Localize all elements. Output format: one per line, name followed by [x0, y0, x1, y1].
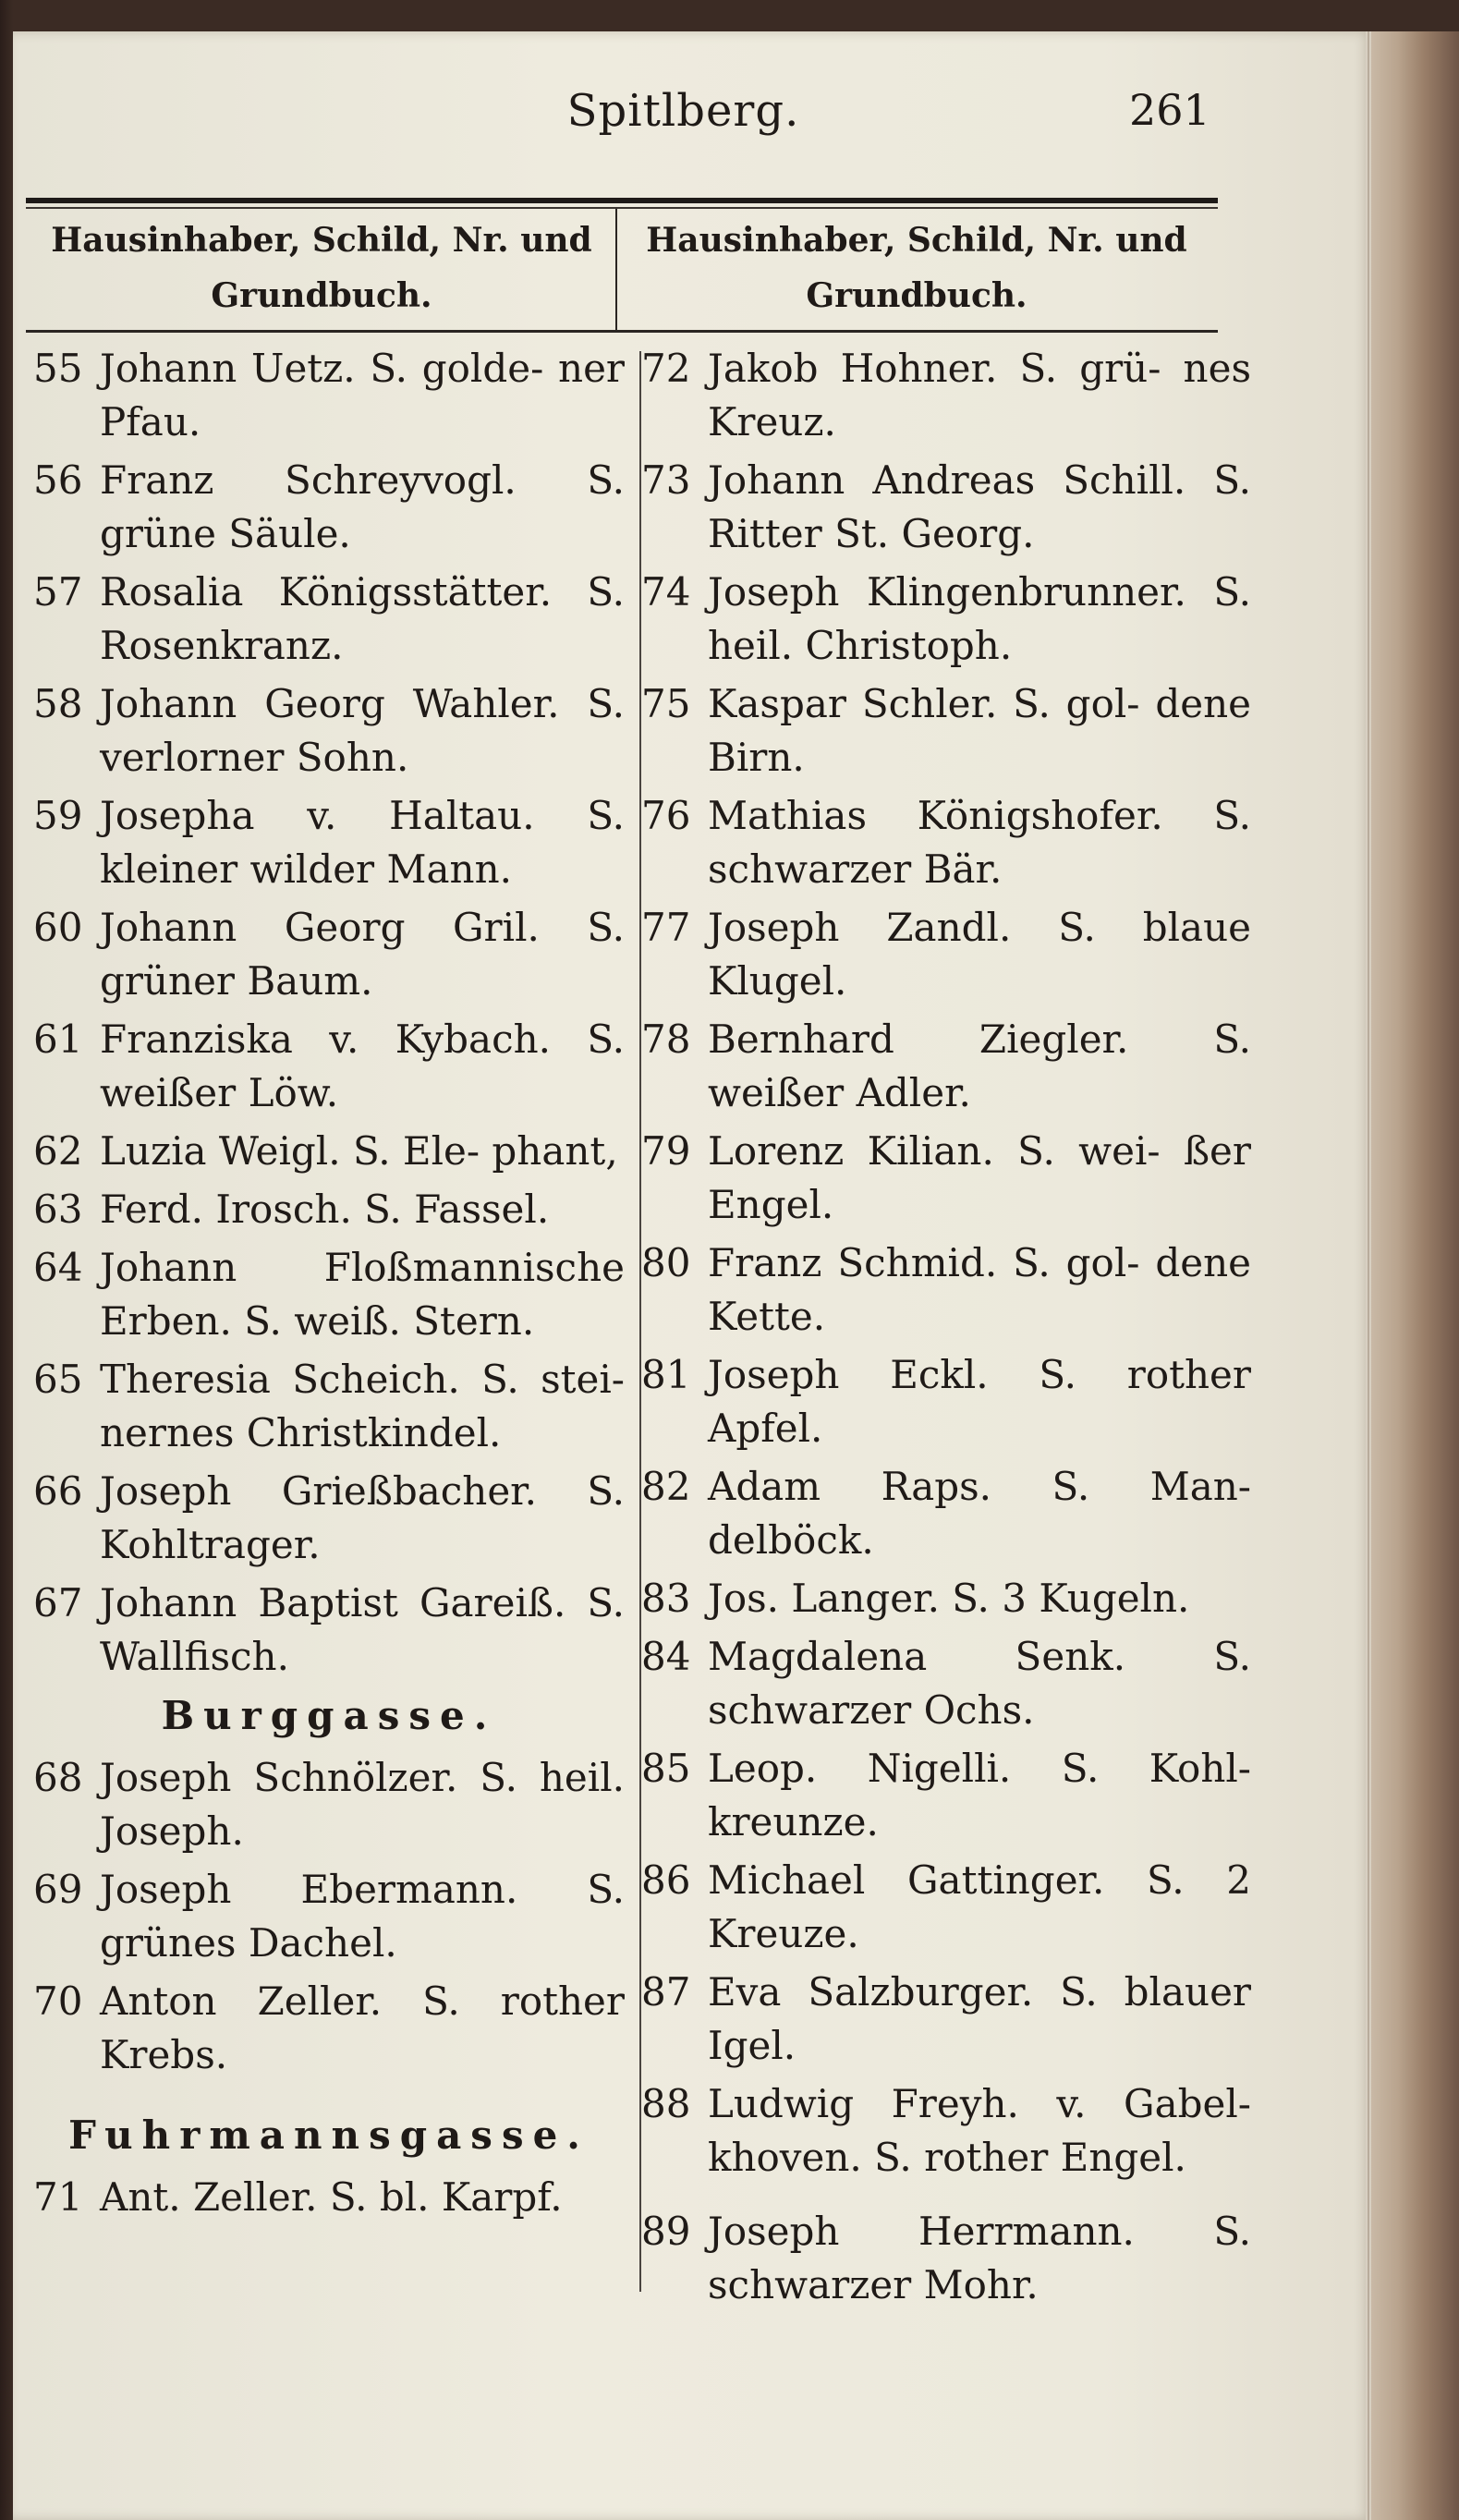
house-number: 76: [641, 793, 691, 838]
owner-and-sign: Joseph Schnölzer. S. heil. Joseph.: [100, 1755, 625, 1854]
house-number: 67: [33, 1580, 83, 1625]
column-head-left-line-1: Hausinhaber, Schild, Nr. und: [51, 221, 592, 260]
owner-and-sign: Ferd. Irosch. S. Fassel.: [100, 1187, 550, 1232]
directory-entry: [33, 342, 625, 449]
running-title: Spitlberg.: [566, 85, 800, 137]
owner-and-sign: Joseph Zandl. S. blaue Klugel.: [708, 905, 1251, 1004]
entries-a: [33, 342, 625, 1684]
owner-and-sign: Bernhard Ziegler. S. weißer Adler.: [708, 1017, 1251, 1115]
directory-entry: [33, 2171, 625, 2224]
house-number: 73: [641, 457, 691, 503]
header-rule-thick: [26, 198, 1218, 203]
directory-entry: [641, 566, 1251, 673]
house-number: 60: [33, 905, 83, 950]
owner-and-sign: Joseph Klingenbrunner. S. heil. Christoph.: [708, 569, 1251, 668]
house-number: 63: [33, 1187, 83, 1232]
house-number: 79: [641, 1128, 691, 1174]
owner-and-sign: Franziska v. Kybach. S. weißer Löw.: [100, 1017, 625, 1115]
directory-entry: [641, 1236, 1251, 1344]
owner-and-sign: Magdalena Senk. S. schwarzer Ochs.: [708, 1634, 1251, 1733]
directory-entry: [641, 1966, 1251, 2073]
owner-and-sign: Eva Salzburger. S. blauer Igel.: [708, 1969, 1251, 2068]
owner-and-sign: Kaspar Schler. S. gol- dene Birn.: [708, 681, 1251, 780]
house-number: 89: [641, 2209, 691, 2254]
directory-entry: [641, 1125, 1251, 1232]
book-spine: [1371, 31, 1459, 2520]
directory-entry: [33, 454, 625, 561]
owner-and-sign: Franz Schreyvogl. S. grüne Säule.: [100, 457, 625, 556]
directory-entry: [641, 1572, 1251, 1625]
column-head-divider: [615, 209, 617, 331]
owner-and-sign: Luzia Weigl. S. Ele- phant,: [100, 1128, 618, 1174]
directory-entry: [641, 901, 1251, 1008]
directory-entry: [33, 1975, 625, 2082]
owner-and-sign: Joseph Eckl. S. rother Apfel.: [708, 1352, 1251, 1451]
owner-and-sign: Lorenz Kilian. S. wei- ßer Engel.: [708, 1128, 1251, 1227]
owner-and-sign: Josepha v. Haltau. S. kleiner wilder Mann.: [100, 793, 625, 892]
directory-entry: [641, 1460, 1251, 1567]
owner-and-sign: Johann Baptist Gareiß. S. Wallfisch.: [100, 1580, 625, 1679]
house-number: 83: [641, 1576, 691, 1621]
owner-and-sign: Joseph Herrmann. S. schwarzer Mohr.: [708, 2209, 1251, 2307]
house-number: 78: [641, 1017, 691, 1062]
house-number: 62: [33, 1128, 83, 1174]
house-number: 57: [33, 569, 83, 615]
directory-entry: [33, 789, 625, 896]
house-number: 88: [641, 2081, 691, 2126]
directory-entry: [641, 1013, 1251, 1120]
directory-entry: [33, 1577, 625, 1684]
owner-and-sign: Anton Zeller. S. rother Krebs.: [100, 1978, 625, 2077]
directory-entry: [33, 1751, 625, 1858]
house-number: 72: [641, 346, 691, 391]
directory-entry: [33, 1353, 625, 1460]
directory-entry: [33, 1241, 625, 1348]
house-number: 56: [33, 457, 83, 503]
right-column: [641, 342, 1251, 2317]
owner-and-sign: Johann Andreas Schill. S. Ritter St. Georg.: [708, 457, 1251, 556]
owner-and-sign: Johann Uetz. S. golde- ner Pfau.: [100, 346, 625, 444]
column-head-left-line-2: Grundbuch.: [211, 276, 432, 315]
owner-and-sign: Johann Floßmannische Erben. S. weiß. Stern.: [100, 1245, 625, 1344]
owner-and-sign: Johann Georg Gril. S. grüner Baum.: [100, 905, 625, 1004]
house-number: 80: [641, 1240, 691, 1285]
house-number: 69: [33, 1867, 83, 1912]
house-number: 77: [641, 905, 691, 950]
directory-entry: [641, 1742, 1251, 1849]
owner-and-sign: Ludwig Freyh. v. Gabel- khoven. S. rother Engel.: [708, 2081, 1251, 2180]
house-number: 81: [641, 1352, 691, 1397]
owner-and-sign: Ant. Zeller. S. bl. Karpf.: [100, 2174, 563, 2220]
directory-entry: [641, 342, 1251, 449]
directory-entry: [641, 454, 1251, 561]
directory-entry: [641, 1854, 1251, 1961]
house-number: 87: [641, 1969, 691, 2015]
owner-and-sign: Michael Gattinger. S. 2 Kreuze.: [708, 1857, 1251, 1956]
entries-right: [641, 342, 1251, 2312]
house-number: 64: [33, 1245, 83, 1290]
house-number: 55: [33, 346, 83, 391]
header-rule-bottom: [26, 330, 1218, 333]
owner-and-sign: Rosalia Königsstätter. S. Rosenkranz.: [100, 569, 625, 668]
house-number: 84: [641, 1634, 691, 1679]
house-number: 65: [33, 1357, 83, 1402]
house-number: 61: [33, 1017, 83, 1062]
house-number: 68: [33, 1755, 83, 1800]
column-head-left: [26, 213, 617, 323]
directory-entry: [33, 1013, 625, 1120]
street-heading-fuhrmannsgasse: Fuhrmannsgasse.: [68, 2112, 590, 2158]
directory-entry: [33, 1125, 625, 1178]
house-number: 82: [641, 1464, 691, 1509]
directory-entry: [33, 1465, 625, 1572]
directory-entry: [33, 1183, 625, 1236]
house-number: 86: [641, 1857, 691, 1903]
owner-and-sign: Adam Raps. S. Man- delböck.: [708, 1464, 1251, 1563]
entries-b: [33, 1751, 625, 2082]
column-head-right: [621, 213, 1212, 323]
owner-and-sign: Jos. Langer. S. 3 Kugeln.: [708, 1576, 1190, 1621]
directory-entry: [641, 789, 1251, 896]
directory-entry: [33, 566, 625, 673]
header-rule-thin: [26, 207, 1218, 209]
owner-and-sign: Joseph Ebermann. S. grünes Dachel.: [100, 1867, 625, 1966]
entries-c: [33, 2171, 625, 2224]
owner-and-sign: Franz Schmid. S. gol- dene Kette.: [708, 1240, 1251, 1339]
owner-and-sign: Leop. Nigelli. S. Kohl- kreunze.: [708, 1746, 1251, 1844]
page-number: 261: [1129, 85, 1210, 135]
house-number: 85: [641, 1746, 691, 1791]
owner-and-sign: Jakob Hohner. S. grü- nes Kreuz.: [708, 346, 1251, 444]
column-head-right-line-2: Grundbuch.: [806, 276, 1027, 315]
owner-and-sign: Joseph Grießbacher. S. Kohltrager.: [100, 1468, 625, 1567]
directory-entry: [641, 2077, 1251, 2185]
house-number: 59: [33, 793, 83, 838]
house-number: 70: [33, 1978, 83, 2024]
house-number: 71: [33, 2174, 83, 2220]
left-column: [33, 342, 625, 2229]
house-number: 74: [641, 569, 691, 615]
owner-and-sign: Mathias Königshofer. S. schwarzer Bär.: [708, 793, 1251, 892]
owner-and-sign: Theresia Scheich. S. stei- nernes Christkindel.: [100, 1357, 625, 1455]
directory-entry: [641, 1630, 1251, 1737]
street-heading-burggasse: Burggasse.: [161, 1693, 497, 1738]
house-number: 66: [33, 1468, 83, 1514]
directory-entry: [33, 677, 625, 785]
directory-entry: [33, 901, 625, 1008]
house-number: 58: [33, 681, 83, 726]
directory-entry: [33, 1863, 625, 1970]
owner-and-sign: Johann Georg Wahler. S. verlorner Sohn.: [100, 681, 625, 780]
house-number: 75: [641, 681, 691, 726]
column-head-right-line-1: Hausinhaber, Schild, Nr. und: [646, 221, 1187, 260]
directory-entry: [641, 1348, 1251, 1455]
directory-entry: [641, 2205, 1251, 2312]
directory-entry: [641, 677, 1251, 785]
